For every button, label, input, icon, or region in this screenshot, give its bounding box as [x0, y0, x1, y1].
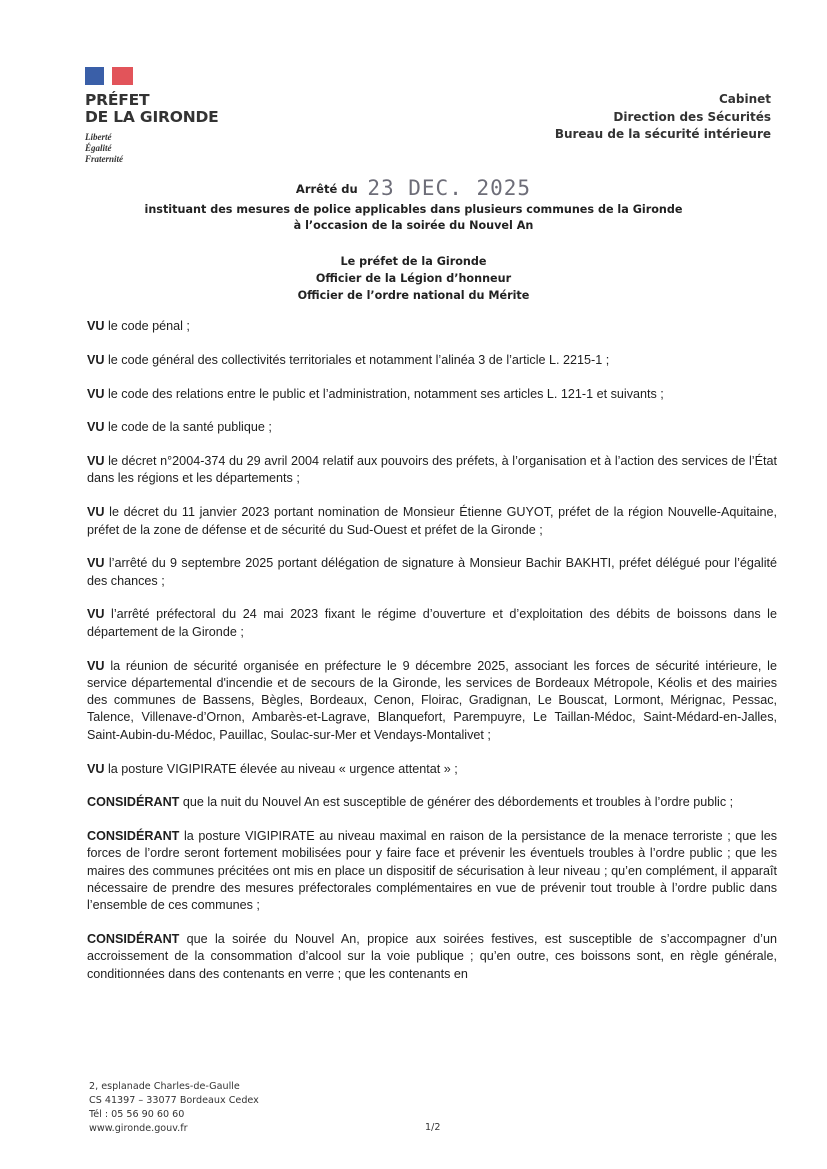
flag-red-band [112, 67, 133, 85]
service-bureau: Bureau de la sécurité intérieure [554, 127, 771, 141]
visa-paragraph [87, 453, 777, 488]
prefet-honour-2: Officier de l’ordre national du Mérite [297, 289, 530, 302]
logo-title-line1: PRÉFET [85, 91, 150, 109]
paragraph-keyword: VU [87, 352, 105, 367]
visa-paragraph [87, 555, 777, 590]
document-body [87, 318, 777, 1000]
visa-paragraph [87, 658, 777, 744]
visa-paragraph [87, 419, 777, 436]
prefet-honour-1: Officier de la Légion d’honneur [315, 272, 512, 285]
arrete-subtitle [0, 202, 827, 234]
paragraph-text: le code de la santé publique ; [104, 420, 272, 435]
footer-street: 2, esplanade Charles-de-Gaulle [89, 1081, 240, 1092]
considerant-paragraph [87, 794, 777, 811]
footer-address [89, 1080, 259, 1136]
footer-phone: Tél : 05 56 90 60 60 [89, 1109, 185, 1120]
service-cabinet: Cabinet [718, 92, 771, 106]
paragraph-keyword: VU [87, 505, 105, 520]
paragraph-text: le décret du 11 janvier 2023 portant nomination de Monsieur Étienne GUYOT, préfet de la région Nouvelle-Aquitaine, préfet de la zone de défense et de sécurité du Sud-Ouest et préfet de la Gironde ; [87, 505, 777, 537]
paragraph-text: la posture VIGIPIRATE au niveau maximal en raison de la persistance de la menace terroriste ; que les forces de l’ordre seront fortement mobilisées pour y faire face et prévenir les éventuels troubles à l’ordre public ; que les maires des communes précitées ont mis en place un dispositif de sécurisation à leur niveau ; qu’en complément, il apparaît nécessaire de prendre des mesures préfectorales complémentaires en vue de prévenir tout trouble à l’ordre public dans l’ensemble de ces communes ; [87, 829, 777, 913]
arrete-label: Arrêté du [295, 182, 358, 196]
paragraph-text: le code pénal ; [104, 319, 190, 333]
paragraph-keyword: VU [87, 454, 105, 469]
paragraph-keyword: VU [87, 319, 105, 333]
arrete-heading [0, 176, 827, 200]
issuing-service [555, 91, 771, 144]
paragraph-keyword: CONSIDÉRANT [87, 795, 180, 810]
marianne-flag-icon [85, 67, 133, 85]
flag-blue-band [85, 67, 104, 85]
footer-website-link[interactable]: www.gironde.gouv.fr [89, 1123, 188, 1134]
date-stamp: 23 DEC. 2025 [367, 176, 532, 200]
considerant-paragraph [87, 828, 777, 914]
service-direction: Direction des Sécurités [613, 109, 771, 124]
paragraph-text: l’arrêté préfectoral du 24 mai 2023 fixant le régime d’ouverture et d’exploitation des débits de boissons dans le département de la Gironde ; [87, 607, 777, 639]
footer-postal: CS 41397 – 33077 Bordeaux Cedex [89, 1095, 259, 1106]
paragraph-keyword: VU [87, 386, 105, 401]
republic-motto [85, 132, 219, 165]
logo-title [85, 92, 219, 126]
flag-white-band [104, 67, 112, 85]
paragraph-keyword: VU [87, 607, 105, 622]
paragraph-keyword: VU [87, 420, 105, 435]
paragraph-keyword: VU [87, 761, 105, 776]
visa-paragraph [87, 318, 777, 335]
paragraph-text: la posture VIGIPIRATE élevée au niveau « urgence attentat » ; [104, 761, 458, 776]
prefet-block [0, 253, 827, 304]
motto-egalite: Égalité [85, 143, 112, 153]
paragraph-text: l’arrêté du 9 septembre 2025 portant délégation de signature à Monsieur Bachir BAKHTI, préfet délégué pour l’égalité des chances ; [87, 556, 777, 588]
visa-paragraph [87, 352, 777, 369]
paragraph-text: que la soirée du Nouvel An, propice aux soirées festives, est susceptible de s’accompagner d’un accroissement de la consommation d’alcool sur la voie publique ; qu’en outre, ces boissons sont, en règle générale, conditionnées dans des contenants en verre ; que les contenants en [87, 932, 777, 981]
motto-fraternite: Fraternité [85, 154, 124, 164]
visa-paragraph [87, 386, 777, 403]
considerant-paragraph [87, 931, 777, 983]
paragraph-keyword: VU [87, 658, 105, 673]
paragraph-keyword: VU [87, 556, 105, 571]
paragraph-keyword: CONSIDÉRANT [87, 932, 180, 947]
paragraph-text: que la nuit du Nouvel An est susceptible de générer des débordements et troubles à l’ordre public ; [179, 795, 734, 810]
paragraph-text: la réunion de sécurité organisée en préfecture le 9 décembre 2025, associant les forces de sécurité intérieure, le service départemental d'incendie et de secours de la Gironde, les services de Bordeaux Métropole, Kéolis et des mairies des communes de Bassens, Bègles, Bordeaux, Cenon, Floirac, Gradignan, Le Bouscat, Lormont, Mérignac, Pessac, Talence, Villenave-d’Ornon, Ambarès-et-Lagrave, Blanquefort, Parempuyre, Le Taillan-Médoc, Saint-Médard-en-Jalles, Saint-Aubin-du-Médoc, Pauillac, Soulac-sur-Mer et Vendays-Montalivet ; [87, 658, 777, 742]
motto-liberte: Liberté [85, 132, 112, 142]
paragraph-text: le décret n°2004-374 du 29 avril 2004 relatif aux pouvoirs des préfets, à l’organisation et à l’action des services de l’État dans les régions et les départements ; [87, 454, 777, 486]
subtitle-line2: à l’occasion de la soirée du Nouvel An [293, 219, 534, 232]
paragraph-text: le code général des collectivités territoriales et notamment l’alinéa 3 de l’article L. 2215-1 ; [104, 352, 610, 367]
logo-title-line2: DE LA GIRONDE [85, 108, 219, 126]
prefet-title: Le préfet de la Gironde [340, 255, 487, 268]
paragraph-text: le code des relations entre le public et l’administration, notamment ses articles L. 121-1 et suivants ; [104, 386, 664, 401]
visa-paragraph [87, 761, 777, 778]
paragraph-keyword: CONSIDÉRANT [87, 829, 180, 844]
visa-paragraph [87, 606, 777, 641]
subtitle-line1: instituant des mesures de police applicables dans plusieurs communes de la Gironde [144, 203, 683, 216]
page-number: 1/2 [425, 1122, 441, 1133]
prefecture-logo [85, 67, 219, 165]
visa-paragraph [87, 504, 777, 539]
